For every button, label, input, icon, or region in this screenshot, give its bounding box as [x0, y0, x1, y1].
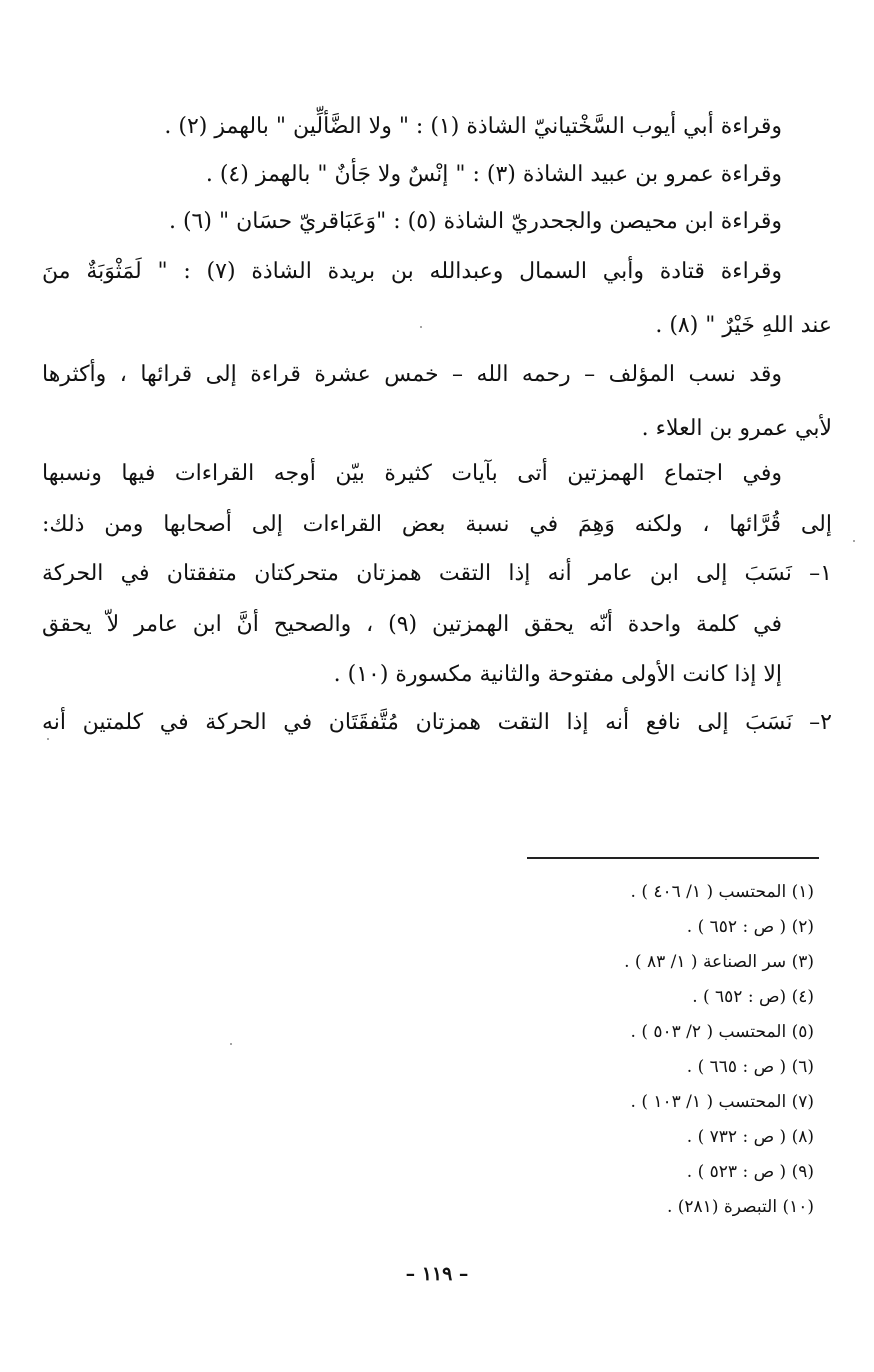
- scan-speck: [47, 738, 49, 740]
- footnote: (٢) ( ص : ٦٥٢ ) .: [686, 917, 814, 937]
- scan-speck: [420, 326, 422, 328]
- footnote: (٧) المحتسب ( ١/ ١٠٣ ) .: [630, 1092, 814, 1112]
- body-line: لأبي عمرو بن العلاء .: [641, 416, 832, 441]
- footnote: (١٠) التبصرة (٢٨١) .: [666, 1197, 814, 1217]
- body-line: في كلمة واحدة أنّه يحقق الهمزتين (٩) ، والصحيح أنَّ ابن عامر لاّ يحقق: [42, 612, 783, 637]
- body-line: إلا إذا كانت الأولى مفتوحة والثانية مكسورة (١٠) .: [333, 662, 782, 687]
- body-line: إلى قُرَّائها ، ولكنه وَهِمَ في نسبة بعض القراءات إلى أصحابها ومن ذلك:: [42, 512, 832, 537]
- footnote: (٥) المحتسب ( ٢/ ٥٠٣ ) .: [630, 1022, 814, 1042]
- body-line: وفي اجتماع الهمزتين أتى بآيات كثيرة بيّن أوجه القراءات فيها ونسبها: [42, 461, 782, 486]
- footnote: (٤) (ص : ٦٥٢ ) .: [692, 987, 814, 1007]
- footnote: (٣) سر الصناعة ( ١/ ٨٣ ) .: [624, 952, 814, 972]
- footnote-separator: [527, 857, 819, 859]
- body-line: وقراءة قتادة وأبي السمال وعبدالله بن بريدة الشاذة (٧) : " لَمَثْوَبَةٌ منَ: [42, 259, 782, 284]
- body-line: وقراءة أبي أيوب السَّخْتيانيّ الشاذة (١) : " ولا الضَّألِّين " بالهمز (٢) .: [164, 114, 782, 139]
- page-number: – ١١٩ –: [405, 1263, 469, 1285]
- body-line: ٢– نَسَبَ إلى نافع أنه إذا التقت همزتان مُتَّفقَتَان في الحركة في كلمتين أنه: [42, 710, 832, 735]
- footnote: (٦) ( ص : ٦٦٥ ) .: [686, 1057, 814, 1077]
- footnote: (٩) ( ص : ٥٢٣ ) .: [686, 1162, 814, 1182]
- body-line: ١– نَسَبَ إلى ابن عامر أنه إذا التقت همزتان متحركتان متفقتان في الحركة: [42, 561, 832, 586]
- footnote: (٨) ( ص : ٧٣٢ ) .: [686, 1127, 814, 1147]
- footnote: (١) المحتسب ( ١/ ٤٠٦ ) .: [630, 882, 814, 902]
- body-line: وقراءة ابن محيصن والجحدريّ الشاذة (٥) : "وَعَبَاقريّ حسَان " (٦) .: [168, 209, 782, 234]
- body-line: وقد نسب المؤلف – رحمه الله – خمس عشرة قراءة إلى قرائها ، وأكثرها: [42, 362, 782, 387]
- body-line: وقراءة عمرو بن عبيد الشاذة (٣) : " إنْسٌ ولا جَأنٌ " بالهمز (٤) .: [205, 162, 782, 187]
- body-line: عند اللهِ خَيْرٌ " (٨) .: [655, 313, 832, 338]
- scan-speck: [853, 540, 855, 542]
- scan-speck: [230, 1043, 232, 1045]
